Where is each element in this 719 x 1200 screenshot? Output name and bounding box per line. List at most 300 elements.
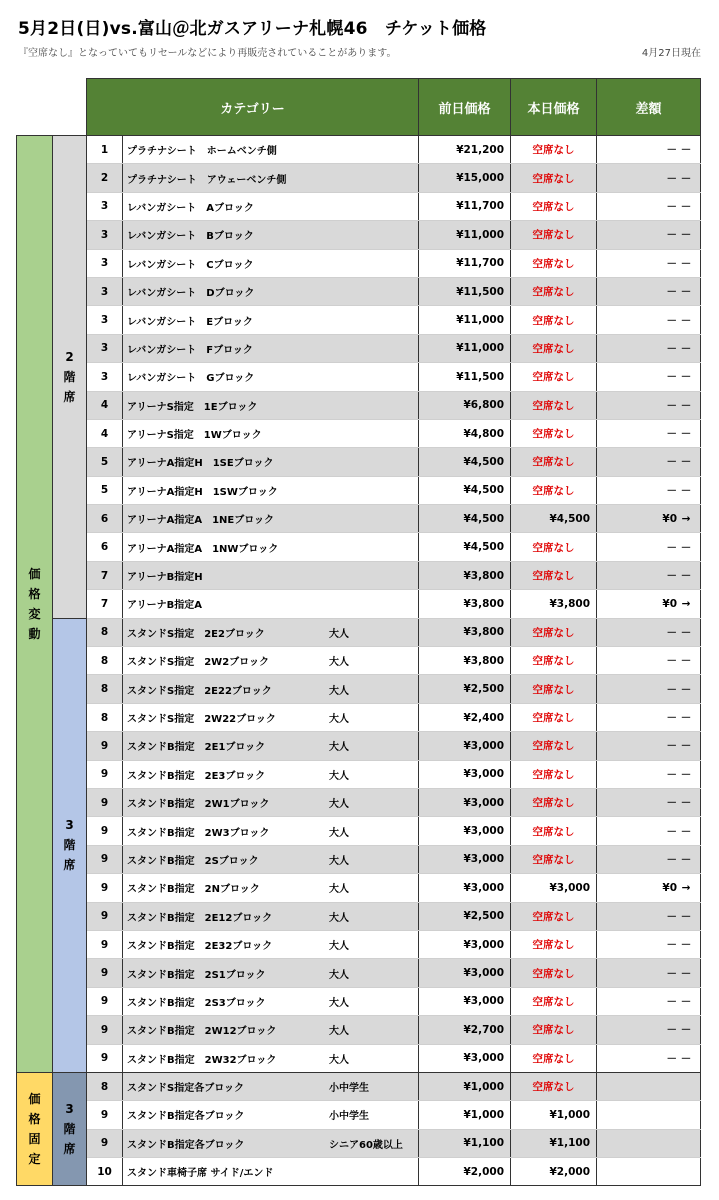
audience-type: 大人 [329,855,349,867]
seat-name: スタンドB指定 2S3ブロック [127,997,266,1009]
table-row [17,987,701,1015]
diff-value: － [666,1052,678,1065]
table-row [17,391,701,419]
audience-type: 大人 [329,742,349,754]
cell-sold-out: 空席なし [511,533,597,561]
cell-diff [597,448,701,476]
table-row [17,164,701,192]
cell-seat-name [123,902,419,930]
cell-category-no: 8 [87,675,123,703]
cell-diff [597,902,701,930]
diff-value: － [666,456,678,469]
cell-sold-out: 空席なし [511,1016,597,1044]
audience-type: 大人 [329,884,349,896]
cell-diff [597,419,701,447]
cell-category-no: 6 [87,533,123,561]
dash-icon: － [680,712,692,724]
table-row [17,448,701,476]
audience-type: 大人 [329,969,349,981]
diff-value: － [666,257,678,270]
dash-icon: － [680,371,692,384]
diff-value: － [666,286,678,299]
cell-sold-out: 空席なし [511,334,597,362]
cell-category-no: 9 [87,987,123,1015]
dash-icon: － [680,853,692,866]
cell-seat-name [123,136,419,164]
cell-diff [597,732,701,760]
cell-sold-out: 空席なし [511,902,597,930]
diff-value: ¥0 [662,597,678,610]
cell-prev-price: ¥6,800 [419,391,511,419]
cell-category-no: 7 [87,561,123,589]
cell-diff [597,959,701,987]
arrow-right-icon: → [681,512,691,525]
cell-today-price: ¥2,000 [511,1158,597,1186]
cell-today-price: ¥4,500 [511,505,597,533]
cell-sold-out: 空席なし [511,363,597,391]
cell-prev-price: ¥1,100 [419,1129,511,1157]
cell-prev-price: ¥3,000 [419,788,511,816]
table-row [17,1044,701,1072]
cell-category-no: 7 [87,590,123,618]
cell-prev-price: ¥2,500 [419,902,511,930]
audience-type: 大人 [329,799,349,811]
cell-category-no: 10 [87,1158,123,1186]
cell-sold-out: 空席なし [511,930,597,958]
dash-icon: － [680,144,692,157]
cell-prev-price: ¥4,500 [419,448,511,476]
diff-value: ¥0 [662,881,678,894]
table-row [17,192,701,220]
cell-category-no: 8 [87,703,123,731]
group-char: 価 [28,566,41,581]
cell-prev-price: ¥2,500 [419,675,511,703]
cell-diff [597,277,701,305]
cell-seat-name [123,1044,419,1072]
group-char: 格 [28,1112,41,1127]
table-row [17,732,701,760]
seat-name: スタンドB指定 2W12ブロック [127,1026,277,1038]
cell-prev-price: ¥2,700 [419,1016,511,1044]
diff-value: － [666,172,678,185]
cell-category-no: 9 [87,817,123,845]
arrow-right-icon: → [681,597,691,610]
audience-type: 大人 [329,657,349,669]
cell-category-no: 6 [87,505,123,533]
cell-category-no: 5 [87,476,123,504]
table-row [17,1101,701,1129]
seat-name: スタンドB指定 2S1ブロック [127,969,266,981]
cell-prev-price: ¥11,000 [419,306,511,334]
dash-icon: － [680,257,692,270]
cell-diff [597,1016,701,1044]
seat-name: スタンドB指定 2W3ブロック [127,827,270,839]
cell-category-no: 3 [87,249,123,277]
cell-diff [597,249,701,277]
seat-name: アリーナA指定H 1SWブロック [127,486,278,498]
seat-name: アリーナB指定H [127,572,203,584]
seat-name: スタンドB指定 2W32ブロック [127,1054,277,1066]
cell-seat-name [123,277,419,305]
cell-seat-name [123,930,419,958]
dash-icon: － [680,939,692,952]
table-row [17,419,701,447]
cell-diff [597,1129,701,1157]
cell-seat-name [123,703,419,731]
seat-name: アリーナS指定 1Eブロック [127,401,258,413]
arrow-right-icon: → [681,881,691,894]
cell-seat-name [123,987,419,1015]
floor-label-2f [53,136,87,619]
dash-icon: － [680,967,692,980]
dash-icon: － [680,626,692,639]
cell-seat-name [123,561,419,589]
cell-category-no: 9 [87,1044,123,1072]
table-row [17,476,701,504]
dash-icon: － [680,314,692,327]
cell-sold-out: 空席なし [511,249,597,277]
seat-name: スタンドS指定 2W2ブロック [127,657,269,669]
diff-value: － [666,1024,678,1037]
audience-type: 大人 [329,912,349,924]
dash-icon: － [680,825,692,838]
cell-seat-name [123,476,419,504]
cell-seat-name [123,419,419,447]
cell-today-price: ¥3,800 [511,590,597,618]
cell-today-price: ¥1,000 [511,1101,597,1129]
diff-value: － [666,740,678,753]
cell-sold-out: 空席なし [511,164,597,192]
audience-type: 大人 [329,941,349,953]
cell-prev-price: ¥3,800 [419,618,511,646]
seat-name: レバンガシート Dブロック [127,288,255,300]
cell-prev-price: ¥11,500 [419,277,511,305]
cell-prev-price: ¥15,000 [419,164,511,192]
cell-diff [597,647,701,675]
table-row [17,675,701,703]
seat-name: スタンドS指定各ブロック [127,1083,245,1095]
cell-sold-out: 空席なし [511,221,597,249]
table-row [17,221,701,249]
cell-sold-out: 空席なし [511,277,597,305]
dash-icon: － [680,1052,692,1065]
cell-diff [597,1158,701,1186]
header-today-price: 本日価格 [511,79,597,136]
diff-value: － [666,910,678,923]
diff-value: － [666,939,678,952]
cell-prev-price: ¥3,800 [419,647,511,675]
diff-value: － [666,967,678,980]
audience-type: 大人 [329,1026,349,1038]
cell-category-no: 3 [87,363,123,391]
seat-name: アリーナA指定A 1NWブロック [127,543,279,555]
cell-seat-name [123,391,419,419]
dash-icon: － [680,655,692,668]
cell-diff [597,760,701,788]
cell-category-no: 9 [87,760,123,788]
table-row [17,249,701,277]
group-char: 2 [65,349,74,364]
cell-diff [597,363,701,391]
cell-diff [597,192,701,220]
seat-name: スタンドB指定 2W1ブロック [127,799,270,811]
seat-name: スタンドB指定 2E3ブロック [127,770,266,782]
group-char: 席 [63,389,76,404]
cell-prev-price: ¥2,400 [419,703,511,731]
dash-icon: － [680,484,692,497]
dash-icon: － [680,910,692,923]
cell-seat-name [123,1158,419,1186]
cell-diff [597,164,701,192]
cell-seat-name [123,533,419,561]
diff-value: － [666,371,678,384]
seat-name: スタンド車椅子席 サイド/エンド [127,1168,274,1180]
cell-sold-out: 空席なし [511,192,597,220]
table-row [17,874,701,902]
table-row [17,1158,701,1186]
group-char: 格 [28,586,41,601]
dash-icon: － [680,342,692,355]
dash-icon: － [680,995,692,1008]
audience-type: 大人 [329,714,349,725]
seat-name: レバンガシート Gブロック [127,373,255,385]
diff-value: － [666,428,678,441]
cell-category-no: 3 [87,221,123,249]
group-char: 階 [63,1122,76,1137]
cell-sold-out: 空席なし [511,448,597,476]
cell-category-no: 5 [87,448,123,476]
dash-icon: － [680,1024,692,1037]
cell-category-no: 9 [87,902,123,930]
table-row [17,561,701,589]
audience-type: 大人 [329,770,349,782]
group-char: 変 [28,606,41,621]
dash-icon: － [680,797,692,810]
audience-type: 大人 [329,628,349,640]
cell-prev-price: ¥1,000 [419,1101,511,1129]
cell-category-no: 3 [87,277,123,305]
diff-value: － [666,342,678,355]
cell-diff [597,987,701,1015]
diff-value: － [666,712,678,724]
seat-name: アリーナB指定A [127,600,202,612]
cell-sold-out: 空席なし [511,136,597,164]
seat-name: スタンドB指定各ブロック [127,1139,245,1151]
cell-prev-price: ¥3,800 [419,561,511,589]
page-title: 5月2日(日)vs.富山＠北ガスアリーナ札幌46 チケット価格 [18,19,487,39]
as-of-date: 4月27日現在 [641,48,701,59]
cell-prev-price: ¥3,000 [419,874,511,902]
cell-category-no: 3 [87,306,123,334]
seat-name: スタンドS指定 2E2ブロック [127,628,265,640]
cell-sold-out: 空席なし [511,1072,597,1100]
dash-icon: － [680,740,692,753]
diff-value: － [666,484,678,497]
cell-diff [597,788,701,816]
cell-category-no: 3 [87,334,123,362]
cell-sold-out: 空席なし [511,959,597,987]
cell-sold-out: 空席なし [511,760,597,788]
cell-category-no: 9 [87,1016,123,1044]
group-char: 3 [65,1102,74,1117]
cell-diff [597,391,701,419]
group-char: 階 [63,369,76,384]
audience-type: 小中学生 [329,1083,369,1095]
group-char: 席 [63,858,76,873]
diff-value: － [666,768,678,781]
cell-category-no: 8 [87,647,123,675]
cell-diff [597,874,701,902]
cell-seat-name [123,164,419,192]
cell-sold-out: 空席なし [511,788,597,816]
diff-value: － [666,570,678,583]
cell-prev-price: ¥11,500 [419,363,511,391]
table-row [17,277,701,305]
cell-sold-out: 空席なし [511,732,597,760]
cell-prev-price: ¥3,000 [419,987,511,1015]
diff-value: － [666,314,678,327]
audience-type: 大人 [329,997,349,1009]
cell-prev-price: ¥11,700 [419,192,511,220]
cell-diff [597,476,701,504]
cell-prev-price: ¥21,200 [419,136,511,164]
cell-category-no: 9 [87,1101,123,1129]
cell-category-no: 9 [87,845,123,873]
cell-seat-name [123,732,419,760]
cell-diff [597,334,701,362]
cell-category-no: 3 [87,192,123,220]
group-char: 定 [28,1152,41,1167]
diff-value: － [666,399,678,412]
table-row [17,930,701,958]
dash-icon: － [680,399,692,412]
cell-prev-price: ¥11,000 [419,221,511,249]
cell-seat-name [123,618,419,646]
cell-diff [597,1072,701,1100]
cell-prev-price: ¥3,000 [419,959,511,987]
cell-category-no: 4 [87,391,123,419]
cell-category-no: 9 [87,959,123,987]
diff-value: － [666,797,678,810]
cell-prev-price: ¥3,000 [419,930,511,958]
cell-category-no: 9 [87,874,123,902]
dash-icon: － [680,541,692,554]
diff-value: ¥0 [662,512,678,525]
cell-diff [597,221,701,249]
cell-seat-name [123,1072,419,1100]
cell-diff [597,1101,701,1129]
cell-seat-name [123,306,419,334]
cell-diff [597,1044,701,1072]
group-label-price-variable [17,136,53,1073]
header-spacer [17,79,53,136]
cell-sold-out: 空席なし [511,703,597,731]
seat-name: スタンドB指定 2Sブロック [127,855,259,867]
cell-prev-price: ¥3,000 [419,817,511,845]
cell-prev-price: ¥4,500 [419,476,511,504]
cell-category-no: 1 [87,136,123,164]
cell-sold-out: 空席なし [511,618,597,646]
dash-icon: － [680,229,692,242]
cell-sold-out: 空席なし [511,306,597,334]
table-row [17,334,701,362]
seat-name: アリーナS指定 1Wブロック [127,430,262,442]
cell-diff [597,306,701,334]
cell-seat-name [123,363,419,391]
dash-icon: － [680,428,692,441]
group-char: 動 [28,626,41,641]
cell-seat-name [123,448,419,476]
cell-diff [597,703,701,731]
audience-type: 大人 [329,1054,349,1066]
cell-sold-out: 空席なし [511,987,597,1015]
cell-prev-price: ¥4,500 [419,505,511,533]
ticket-price-table [16,78,701,1186]
seat-name: スタンドB指定 2E1ブロック [127,742,266,754]
dash-icon: － [680,683,692,696]
table-row [17,788,701,816]
group-label-price-fixed [17,1072,53,1186]
cell-sold-out: 空席なし [511,647,597,675]
cell-diff [597,930,701,958]
diff-value: － [666,655,678,668]
table-row [17,136,701,164]
table-row [17,590,701,618]
table-row [17,703,701,731]
cell-seat-name [123,1129,419,1157]
cell-prev-price: ¥11,700 [419,249,511,277]
resale-note: 『空席なし』となっていてもリセールなどにより再販売されていることがあります。 [18,48,397,59]
cell-category-no: 8 [87,618,123,646]
audience-type: シニア60歳以上 [329,1139,403,1151]
table-row [17,505,701,533]
cell-sold-out: 空席なし [511,561,597,589]
cell-category-no: 8 [87,1072,123,1100]
cell-sold-out: 空席なし [511,1044,597,1072]
cell-seat-name [123,221,419,249]
dash-icon: － [680,286,692,299]
seat-name: プラチナシート ホームベンチ側 [127,146,277,158]
cell-category-no: 9 [87,788,123,816]
cell-diff [597,675,701,703]
audience-type: 大人 [329,827,349,839]
seat-name: プラチナシート アウェーベンチ側 [127,174,287,186]
cell-sold-out: 空席なし [511,391,597,419]
cell-seat-name [123,1016,419,1044]
table-row [17,1072,701,1100]
table-row [17,306,701,334]
cell-prev-price: ¥11,000 [419,334,511,362]
seat-name: レバンガシート Bブロック [127,231,254,243]
cell-category-no: 9 [87,732,123,760]
table-row [17,363,701,391]
dash-icon: － [680,768,692,781]
cell-prev-price: ¥4,800 [419,419,511,447]
cell-today-price: ¥1,100 [511,1129,597,1157]
dash-icon: － [680,172,692,185]
cell-prev-price: ¥3,800 [419,590,511,618]
group-char: 3 [65,818,74,833]
cell-diff [597,817,701,845]
diff-value: － [666,853,678,866]
diff-value: － [666,683,678,696]
seat-name: レバンガシート Fブロック [127,344,253,356]
table-row [17,1129,701,1157]
cell-category-no: 2 [87,164,123,192]
seat-name: スタンドB指定 2Nブロック [127,884,260,896]
group-char: 固 [28,1132,41,1147]
table-row [17,647,701,675]
